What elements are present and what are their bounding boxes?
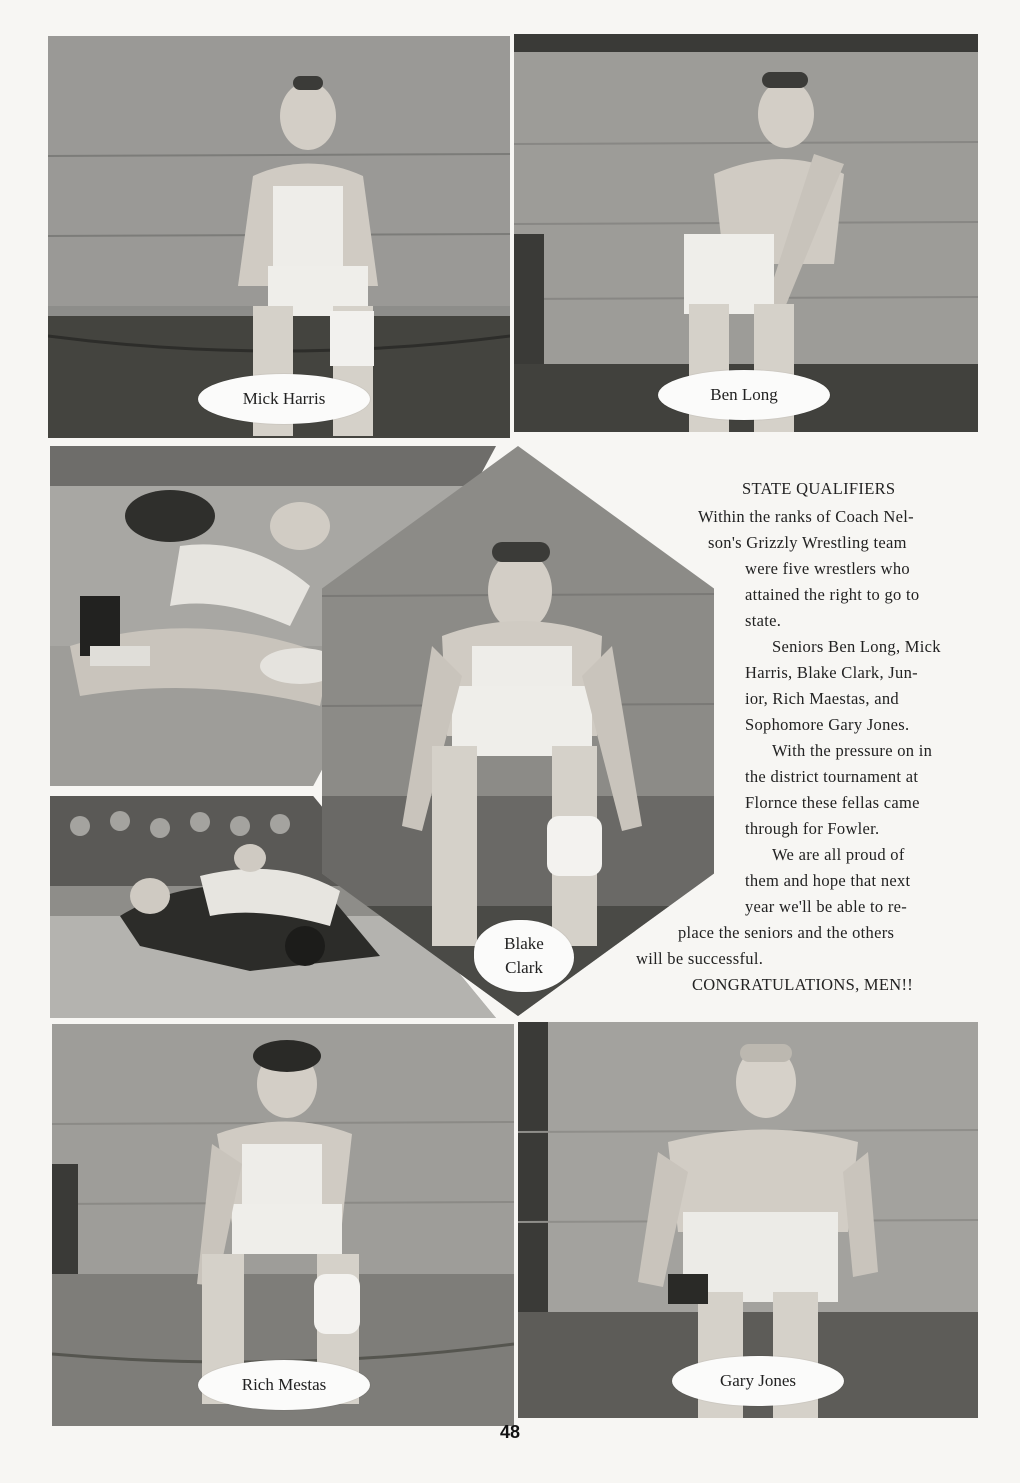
article-line: CONGRATULATIONS, MEN!! — [692, 975, 914, 994]
article-line: were five wrestlers who — [745, 559, 910, 578]
article-title: STATE QUALIFIERS — [742, 479, 896, 498]
caption-ben-long: Ben Long — [658, 370, 830, 420]
article-line: place the seniors and the others — [678, 923, 895, 942]
article-line: Flornce these fellas came — [745, 793, 920, 812]
article-line: attained the right to go to — [745, 585, 920, 604]
article-line: the district tournament at — [745, 767, 919, 786]
article-line: will be successful. — [636, 949, 764, 968]
article-line: With the pressure on in — [772, 741, 933, 760]
article-line: year we'll be able to re- — [745, 897, 908, 916]
caption-blake-line2: Clark — [505, 958, 543, 977]
page-number: 48 — [499, 1422, 521, 1442]
caption-blake-line1: Blake — [504, 934, 544, 953]
caption-mick-harris: Mick Harris — [198, 374, 370, 424]
article-line: through for Fowler. — [745, 819, 880, 838]
article-line: Harris, Blake Clark, Jun- — [745, 663, 918, 682]
article-line: state. — [745, 611, 782, 630]
article-line: Sophomore Gary Jones. — [745, 715, 910, 734]
article-line: son's Grizzly Wrestling team — [708, 533, 907, 552]
article-line: Seniors Ben Long, Mick — [772, 637, 941, 656]
caption-gary-jones: Gary Jones — [672, 1356, 844, 1406]
article-line: Within the ranks of Coach Nel- — [698, 507, 914, 526]
article-line: them and hope that next — [745, 871, 911, 890]
caption-rich-mestas: Rich Mestas — [198, 1360, 370, 1410]
article-line: ior, Rich Maestas, and — [745, 689, 899, 708]
article-line: We are all proud of — [772, 845, 905, 864]
